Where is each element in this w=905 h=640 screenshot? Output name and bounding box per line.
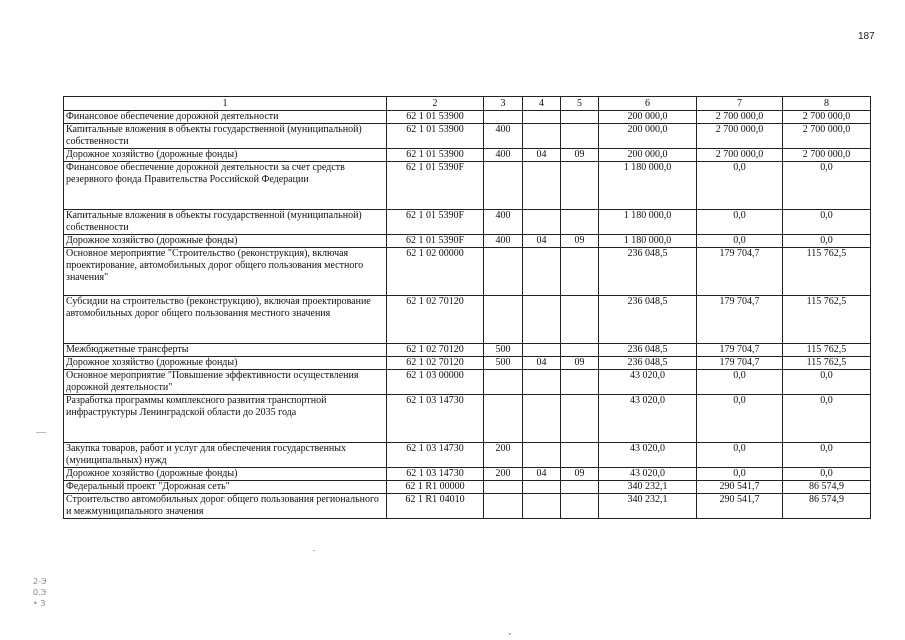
table-cell-col4 (523, 248, 561, 296)
table-cell-col3 (484, 481, 523, 494)
table-cell-col5 (561, 124, 599, 149)
table-cell-col1: Дорожное хозяйство (дорожные фонды) (64, 235, 387, 248)
table-row (64, 468, 871, 481)
table-cell-col6: 200 000,0 (599, 111, 697, 124)
table-cell-col6: 43 020,0 (599, 395, 697, 443)
table-cell-col2: 62 1 03 14730 (387, 395, 484, 443)
table-row (64, 149, 871, 162)
table-cell-col4: 04 (523, 468, 561, 481)
table-cell-col3 (484, 162, 523, 210)
table-cell-col8: 2 700 000,0 (783, 149, 871, 162)
table-cell-col7: 0,0 (697, 370, 783, 395)
table-row (64, 111, 871, 124)
table-cell-col1: Основное мероприятие "Повышение эффективности осуществления дорожной деятельности" (64, 370, 387, 395)
header-row (64, 97, 871, 111)
header-cell-2: 2 (387, 97, 484, 111)
table-cell-col6: 43 020,0 (599, 370, 697, 395)
table-cell-col7: 290 541,7 (697, 494, 783, 519)
header-cell-4: 4 (523, 97, 561, 111)
table-cell-col8: 86 574,9 (783, 481, 871, 494)
table-cell-col2: 62 1 01 53900 (387, 149, 484, 162)
table-cell-col4 (523, 395, 561, 443)
header-cell-1: 1 (64, 97, 387, 111)
table-cell-col6: 236 048,5 (599, 296, 697, 344)
table-cell-col4 (523, 162, 561, 210)
table-row (64, 357, 871, 370)
table-cell-col7: 0,0 (697, 235, 783, 248)
table-cell-col5 (561, 481, 599, 494)
table-cell-col8: 0,0 (783, 370, 871, 395)
header-cell-6: 6 (599, 97, 697, 111)
header-cell-7: 7 (697, 97, 783, 111)
table-cell-col3: 400 (484, 149, 523, 162)
table-row (64, 235, 871, 248)
table-cell-col1: Субсидии на строительство (реконструкцию), включая проектирование автомобильных дорог общего пользования местного значения (64, 296, 387, 344)
table-cell-col2: 62 1 02 70120 (387, 357, 484, 370)
budget-table (63, 96, 871, 519)
table-cell-col7: 179 704,7 (697, 357, 783, 370)
table-cell-col1: Разработка программы комплексного развития транспортной инфраструктуры Ленинградской области до 2035 года (64, 395, 387, 443)
table-cell-col5 (561, 296, 599, 344)
table-cell-col3: 500 (484, 344, 523, 357)
table-cell-col4 (523, 210, 561, 235)
table-cell-col4: 04 (523, 149, 561, 162)
table-cell-col6: 236 048,5 (599, 357, 697, 370)
table-row (64, 443, 871, 468)
scan-artifact (509, 633, 511, 635)
table-cell-col1: Строительство автомобильных дорог общего пользования регионального и межмуниципального значения (64, 494, 387, 519)
table-row (64, 296, 871, 344)
table-cell-col3: 400 (484, 124, 523, 149)
table-cell-col3 (484, 494, 523, 519)
table-cell-col5: 09 (561, 468, 599, 481)
table-cell-col6: 340 232,1 (599, 481, 697, 494)
table-cell-col3 (484, 370, 523, 395)
table-cell-col4 (523, 344, 561, 357)
table-cell-col6: 43 020,0 (599, 443, 697, 468)
table-cell-col6: 236 048,5 (599, 248, 697, 296)
table-cell-col8: 115 762,5 (783, 296, 871, 344)
table-cell-col5: 09 (561, 235, 599, 248)
margin-mark: • З (33, 599, 46, 608)
table-cell-col4: 04 (523, 235, 561, 248)
table-cell-col1: Дорожное хозяйство (дорожные фонды) (64, 149, 387, 162)
scan-artifact (36, 432, 46, 433)
table-cell-col8: 115 762,5 (783, 344, 871, 357)
table-cell-col1: Дорожное хозяйство (дорожные фонды) (64, 468, 387, 481)
table-cell-col5 (561, 162, 599, 210)
table-cell-col6: 200 000,0 (599, 124, 697, 149)
table-cell-col1: Финансовое обеспечение дорожной деятельности (64, 111, 387, 124)
table-cell-col4 (523, 124, 561, 149)
table-cell-col1: Основное мероприятие "Строительство (реконструкция), включая проектирование, автомобильных дорог общего пользования местного значения" (64, 248, 387, 296)
table-cell-col2: 62 1 R1 00000 (387, 481, 484, 494)
table-row (64, 124, 871, 149)
table-cell-col5 (561, 344, 599, 357)
table-cell-col2: 62 1 02 70120 (387, 344, 484, 357)
table-cell-col8: 0,0 (783, 443, 871, 468)
table-cell-col7: 0,0 (697, 468, 783, 481)
table-row (64, 494, 871, 519)
table-cell-col4 (523, 481, 561, 494)
table-cell-col8: 115 762,5 (783, 357, 871, 370)
table-cell-col2: 62 1 01 5390F (387, 235, 484, 248)
table-cell-col1: Межбюджетные трансферты (64, 344, 387, 357)
table-cell-col2: 62 1 02 00000 (387, 248, 484, 296)
table-cell-col7: 179 704,7 (697, 296, 783, 344)
table-cell-col5 (561, 111, 599, 124)
table-cell-col7: 179 704,7 (697, 344, 783, 357)
table-cell-col6: 200 000,0 (599, 149, 697, 162)
table-row (64, 395, 871, 443)
table-cell-col7: 0,0 (697, 210, 783, 235)
table-cell-col2: 62 1 01 5390F (387, 210, 484, 235)
table-cell-col8: 0,0 (783, 468, 871, 481)
table-cell-col8: 2 700 000,0 (783, 111, 871, 124)
header-cell-8: 8 (783, 97, 871, 111)
table-cell-col5 (561, 248, 599, 296)
table-cell-col3: 200 (484, 443, 523, 468)
table-cell-col8: 115 762,5 (783, 248, 871, 296)
table-cell-col3: 500 (484, 357, 523, 370)
table-cell-col2: 62 1 02 70120 (387, 296, 484, 344)
scan-artifact (313, 550, 315, 551)
table-cell-col2: 62 1 01 5390F (387, 162, 484, 210)
table-cell-col5 (561, 494, 599, 519)
page-number: 187 (858, 31, 875, 42)
table-cell-col5 (561, 443, 599, 468)
table-cell-col4 (523, 443, 561, 468)
table-cell-col6: 236 048,5 (599, 344, 697, 357)
table-cell-col5 (561, 210, 599, 235)
table-cell-col3: 200 (484, 468, 523, 481)
table-cell-col7: 0,0 (697, 443, 783, 468)
table-cell-col4 (523, 296, 561, 344)
table-row (64, 344, 871, 357)
margin-mark: 2-Э (33, 577, 47, 586)
table-cell-col5: 09 (561, 357, 599, 370)
table-cell-col5: 09 (561, 149, 599, 162)
header-cell-5: 5 (561, 97, 599, 111)
table-cell-col6: 340 232,1 (599, 494, 697, 519)
header-cell-3: 3 (484, 97, 523, 111)
table-cell-col2: 62 1 01 53900 (387, 111, 484, 124)
table-cell-col7: 2 700 000,0 (697, 111, 783, 124)
table-cell-col8: 0,0 (783, 162, 871, 210)
table-cell-col5 (561, 370, 599, 395)
table-row (64, 481, 871, 494)
table-cell-col1: Дорожное хозяйство (дорожные фонды) (64, 357, 387, 370)
table-row (64, 248, 871, 296)
table-cell-col3 (484, 248, 523, 296)
table-cell-col2: 62 1 03 14730 (387, 468, 484, 481)
table-cell-col2: 62 1 03 14730 (387, 443, 484, 468)
table-cell-col8: 0,0 (783, 395, 871, 443)
table-cell-col3 (484, 395, 523, 443)
table-cell-col7: 0,0 (697, 162, 783, 210)
table-cell-col4 (523, 111, 561, 124)
table-cell-col2: 62 1 03 00000 (387, 370, 484, 395)
table-row (64, 210, 871, 235)
margin-mark: 0.Э (33, 588, 47, 597)
table-cell-col4 (523, 494, 561, 519)
table-cell-col1: Капитальные вложения в объекты государственной (муниципальной) собственности (64, 210, 387, 235)
table-cell-col4 (523, 370, 561, 395)
table-cell-col6: 43 020,0 (599, 468, 697, 481)
table-cell-col6: 1 180 000,0 (599, 235, 697, 248)
table-row (64, 162, 871, 210)
table-cell-col8: 0,0 (783, 210, 871, 235)
table-cell-col1: Федеральный проект "Дорожная сеть" (64, 481, 387, 494)
table-cell-col3: 400 (484, 210, 523, 235)
table-cell-col8: 0,0 (783, 235, 871, 248)
table-cell-col7: 0,0 (697, 395, 783, 443)
table-cell-col7: 290 541,7 (697, 481, 783, 494)
table-cell-col6: 1 180 000,0 (599, 210, 697, 235)
table-cell-col5 (561, 395, 599, 443)
table-row (64, 370, 871, 395)
table-cell-col7: 179 704,7 (697, 248, 783, 296)
table-cell-col2: 62 1 01 53900 (387, 124, 484, 149)
table-cell-col7: 2 700 000,0 (697, 149, 783, 162)
table-cell-col1: Капитальные вложения в объекты государственной (муниципальной) собственности (64, 124, 387, 149)
table-cell-col6: 1 180 000,0 (599, 162, 697, 210)
table-cell-col8: 86 574,9 (783, 494, 871, 519)
table-cell-col8: 2 700 000,0 (783, 124, 871, 149)
table-cell-col1: Финансовое обеспечение дорожной деятельности за счет средств резервного фонда Правительства Российской Федерации (64, 162, 387, 210)
table-cell-col3 (484, 111, 523, 124)
table-cell-col4: 04 (523, 357, 561, 370)
table-cell-col2: 62 1 R1 04010 (387, 494, 484, 519)
table-cell-col1: Закупка товаров, работ и услуг для обеспечения государственных (муниципальных) нужд (64, 443, 387, 468)
table-cell-col3 (484, 296, 523, 344)
margin-marks (33, 576, 47, 609)
table-cell-col7: 2 700 000,0 (697, 124, 783, 149)
table-cell-col3: 400 (484, 235, 523, 248)
